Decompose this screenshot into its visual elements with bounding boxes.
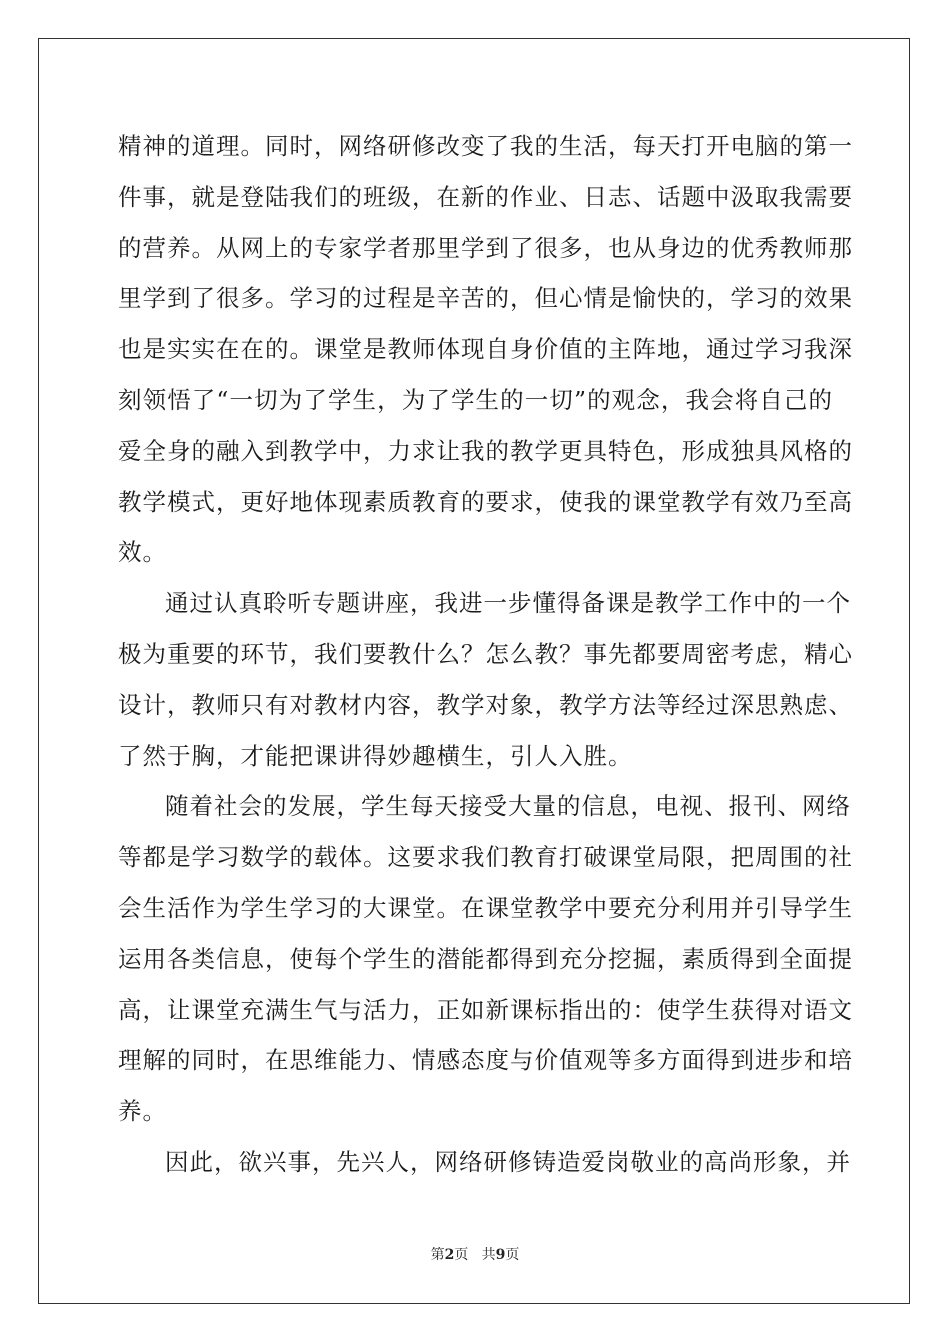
text-line: 等都是学习数学的载体。这要求我们教育打破课堂局限，把周围的社 xyxy=(118,843,853,872)
text-line: 运用各类信息，使每个学生的潜能都得到充分挖掘，素质得到全面提 xyxy=(118,944,853,973)
page-total-number: 9 xyxy=(495,1247,506,1263)
text-line: 会生活作为学生学习的大课堂。在课堂教学中要充分利用并引导学生 xyxy=(118,893,853,922)
text-line: 极为重要的环节，我们要教什么？怎么教？事先都要周密考虑，精心 xyxy=(118,639,853,668)
text-line: 理解的同时，在思维能力、情感态度与价值观等多方面得到进步和培 xyxy=(118,1046,853,1075)
text-line: 刻领悟了“一切为了学生，为了学生的一切”的观念，我会将自己的 xyxy=(118,385,833,414)
page-number-prefix: 第 xyxy=(430,1247,445,1263)
page-current-number: 2 xyxy=(444,1247,455,1263)
text-line: 教学模式，更好地体现素质教育的要求，使我的课堂教学有效乃至高 xyxy=(118,487,853,516)
page-total-suffix: 页 xyxy=(505,1247,520,1263)
text-line: 效。 xyxy=(118,538,167,567)
page-footer xyxy=(0,1244,950,1264)
text-line: 通过认真聆听专题讲座，我进一步懂得备课是教学工作中的一个 xyxy=(165,589,851,618)
document-body xyxy=(118,121,853,1188)
text-line: 因此，欲兴事，先兴人，网络研修铸造爱岗敬业的高尚形象，并 xyxy=(165,1147,851,1176)
text-line: 高，让课堂充满生气与活力，正如新课标指出的：使学生获得对语文 xyxy=(118,995,853,1024)
text-line: 养。 xyxy=(118,1097,167,1126)
text-line: 里学到了很多。学习的过程是辛苦的，但心情是愉快的，学习的效果 xyxy=(118,284,853,313)
text-line: 件事，就是登陆我们的班级，在新的作业、日志、话题中汲取我需要 xyxy=(118,182,853,211)
text-line: 设计，教师只有对教材内容，教学对象，教学方法等经过深思熟虑、 xyxy=(118,690,853,719)
text-line: 随着社会的发展，学生每天接受大量的信息，电视、报刊、网络 xyxy=(165,792,851,821)
text-line: 精神的道理。同时，网络研修改变了我的生活，每天打开电脑的第一 xyxy=(118,132,853,160)
text-line: 的营养。从网上的专家学者那里学到了很多，也从身边的优秀教师那 xyxy=(118,233,853,262)
text-line: 也是实实在在的。课堂是教师体现自身价值的主阵地，通过学习我深 xyxy=(118,335,853,364)
text-line: 了然于胸，才能把课讲得妙趣横生，引人入胜。 xyxy=(118,741,633,770)
page-total-prefix: 共 xyxy=(481,1247,496,1263)
text-line: 爱全身的融入到教学中，力求让我的教学更具特色，形成独具风格的 xyxy=(118,436,853,465)
page-number-suffix: 页 xyxy=(454,1247,469,1263)
